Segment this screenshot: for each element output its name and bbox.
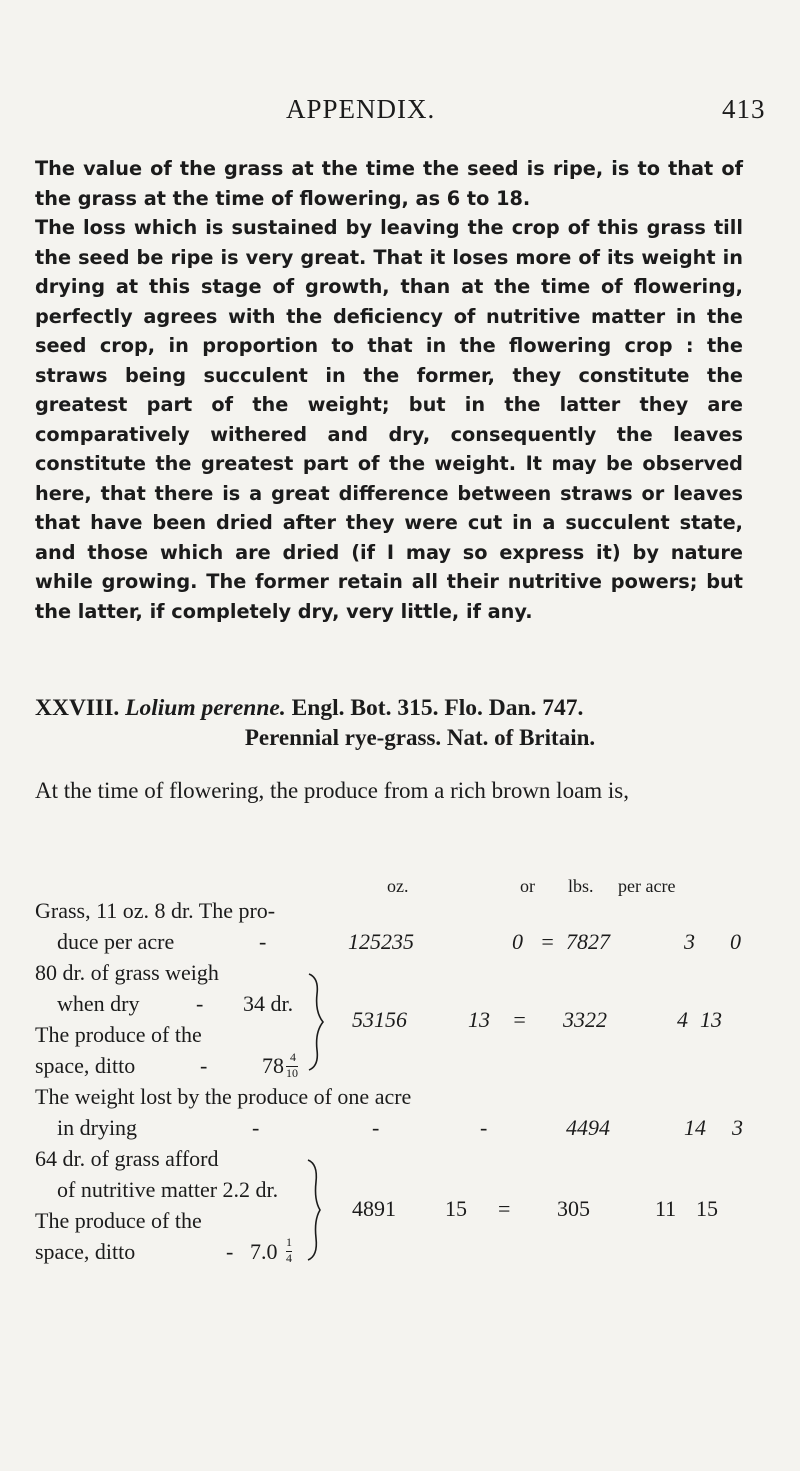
row1-dr: 0 <box>512 929 523 954</box>
row4-label-line4b: - <box>226 1239 234 1264</box>
row1-oz: 125235 <box>348 929 414 954</box>
row4-label-line1: 64 dr. of grass afford <box>35 1146 219 1171</box>
row2-oz: 53156 <box>352 1007 407 1032</box>
row2-dr2: 13 <box>700 1007 722 1032</box>
row2-label-line3: The produce of the <box>35 1022 202 1047</box>
row2-label-line2c: 34 dr. <box>243 991 294 1016</box>
row1-dash: - <box>259 929 267 954</box>
row3-lbs: 4494 <box>566 1115 610 1140</box>
row3-dash-3: - <box>480 1115 488 1140</box>
row2-label-line4c: 78 <box>262 1053 284 1078</box>
row4-fraction-numerator: 1 <box>286 1235 292 1249</box>
section-intro: At the time of flowering, the produce from a rich brown loam is, <box>35 778 630 803</box>
row2-label-line4b: - <box>200 1053 208 1078</box>
row4-equals: = <box>498 1196 511 1221</box>
col-header-or: or <box>520 876 535 896</box>
row3-label-line2: in drying <box>57 1115 138 1140</box>
row4-dr2: 15 <box>696 1196 718 1221</box>
row2-lbs: 3322 <box>563 1007 607 1032</box>
row2-brace-icon <box>305 972 327 1072</box>
row3-dr2: 3 <box>732 1115 743 1140</box>
row3-dash-2: - <box>372 1115 380 1140</box>
row2-fraction-numerator: 4 <box>290 1050 296 1064</box>
row2-label-line2a: when dry <box>57 991 140 1016</box>
row4-label-line4a: space, ditto <box>35 1239 136 1264</box>
species-name: Lolium perenne. <box>125 695 286 721</box>
row2-fraction-denominator: 10 <box>286 1066 298 1080</box>
row4-oz2: 11 <box>655 1196 677 1221</box>
row4-dr: 15 <box>445 1196 467 1221</box>
row2-equals: = <box>512 1007 527 1032</box>
row1-dr2: 0 <box>730 929 741 954</box>
row3-label-line1: The weight lost by the produce of one acre <box>35 1084 412 1109</box>
row4-label-line3: The produce of the <box>35 1208 202 1233</box>
col-header-oz: oz. <box>387 876 409 896</box>
running-head-title: APPENDIX. <box>286 94 436 124</box>
section-heading <box>35 692 755 724</box>
row2-label-line2b: - <box>196 991 204 1016</box>
row4-label-line2: of nutritive matter 2.2 dr. <box>57 1177 279 1202</box>
common-name: Perennial rye-grass. Nat. of Britain. <box>244 725 596 750</box>
row2-label-line4a: space, ditto <box>35 1053 136 1078</box>
row4-label-line4c: 7.0 <box>250 1239 278 1264</box>
row2-label-line1: 80 dr. of grass weigh <box>35 960 219 985</box>
row4-oz: 4891 <box>352 1196 396 1221</box>
row1-equals: = <box>540 929 555 954</box>
row1-label-line2: duce per acre <box>57 929 175 954</box>
row2-oz2: 4 <box>677 1007 688 1032</box>
page-number: 413 <box>722 94 766 124</box>
paragraph-value-comparison: The value of the grass at the time the seed is ripe, is to that of the grass at the time of flowering, as 6 to 18. <box>35 157 743 210</box>
row4-fraction-denominator: 4 <box>286 1251 292 1265</box>
row2-dr: 13 <box>468 1007 490 1032</box>
section-number: XXVIII. <box>35 695 120 721</box>
paragraph-loss-explanation: The loss which is sustained by leaving the crop of this grass till the seed be ripe is very great. That it loses more of its weight in drying at this stage of growth, than at the time of flowering, perfectly agrees with the deficiency of nutritive matter in the seed crop, in proportion to that in the flowering crop : the straws being succulent in the former, they constitute the greatest part of the weight; but in the latter they are comparatively withered and dry, consequently the leaves constitute the greatest part of the weight. It may be observed here, that there is a great difference between straws or leaves that have been dried after they were cut in a succulent state, and those which are dried (if I may so express it) by nature while growing. The former retain all their nutritive powers; but the latter, if completely dry, very little, if any. <box>35 216 743 623</box>
row4-lbs: 305 <box>557 1196 590 1221</box>
row4-brace-icon <box>304 1158 324 1262</box>
row1-oz2: 3 <box>684 929 695 954</box>
row1-lbs: 7827 <box>566 929 610 954</box>
row3-dash-1: - <box>252 1115 260 1140</box>
row3-oz2: 14 <box>684 1115 706 1140</box>
col-header-lbs: lbs. <box>568 876 594 896</box>
section-references: Engl. Bot. 315. Flo. Dan. 747. <box>291 695 584 721</box>
row1-label-line1: Grass, 11 oz. 8 dr. The pro- <box>35 898 276 923</box>
running-head <box>0 94 800 134</box>
col-header-per-acre: per acre <box>618 876 676 896</box>
